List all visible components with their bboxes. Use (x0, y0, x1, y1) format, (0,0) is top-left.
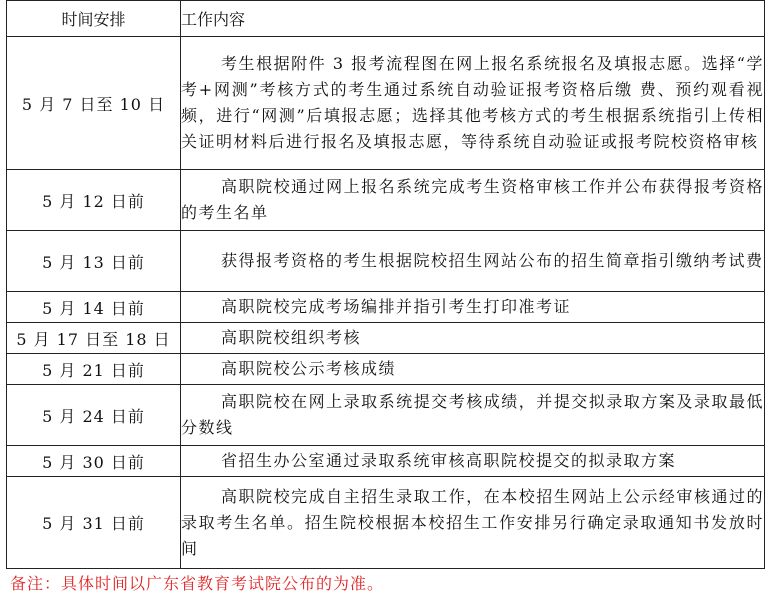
row-work-text: 获得报考资格的考生根据院校招生网站公布的招生简章指引缴纳考试费 (221, 251, 764, 270)
table-row (7, 477, 765, 569)
schedule-table (6, 0, 765, 569)
header-work: 工作内容 (181, 1, 765, 37)
row-work (181, 292, 765, 323)
row-time: 5 月 24 日前 (7, 385, 181, 446)
row-work (181, 446, 765, 477)
row-time: 5 月 12 日前 (7, 170, 181, 231)
table-row (7, 446, 765, 477)
row-work-text: 高职院校通过网上报名系统完成考生资格审核工作并公布获得报考资格的考生名单 (181, 177, 764, 222)
table-row (7, 292, 765, 323)
row-time: 5 月 14 日前 (7, 292, 181, 323)
row-work (181, 323, 765, 354)
row-work (181, 477, 765, 569)
header-time: 时间安排 (7, 1, 181, 37)
table-row (7, 37, 765, 170)
row-work-text: 高职院校完成考场编排并指引考生打印准考证 (221, 297, 572, 316)
table-row (7, 385, 765, 446)
row-time: 5 月 7 日至 10 日 (7, 37, 181, 170)
row-work (181, 231, 765, 292)
row-work-text: 高职院校完成自主招生录取工作，在本校招生网站上公示经审核通过的录取考生名单。招生院校根据本校招生工作安排另行确定录取通知书发放时间 (181, 486, 764, 558)
row-work (181, 354, 765, 385)
row-work-text: 省招生办公室通过录取系统审核高职院校提交的拟录取方案 (221, 451, 677, 470)
table-header-row (7, 1, 765, 37)
row-work (181, 37, 765, 170)
row-work (181, 385, 765, 446)
table-row (7, 323, 765, 354)
row-work-text: 高职院校公示考核成绩 (221, 359, 397, 378)
row-work-text: 高职院校在网上录取系统提交考核成绩，并提交拟录取方案及录取最低分数线 (181, 392, 764, 437)
table-row (7, 231, 765, 292)
row-work-text: 考生根据附件 3 报考流程图在网上报名系统报名及填报志愿。选择“学考+网测”考核方式的考生通过系统自动验证报考资格后缴 费、预约观看视频，进行“网测”后填报志愿；选择其他考核方式的考生根据系统指引上传相关证明材料后进行报名及填报志愿，等待系统自动验证或报考院校资格审核 (181, 54, 764, 151)
table-row (7, 354, 765, 385)
row-time: 5 月 21 日前 (7, 354, 181, 385)
row-time: 5 月 13 日前 (7, 231, 181, 292)
row-work (181, 170, 765, 231)
table-row (7, 170, 765, 231)
row-work-text: 高职院校组织考核 (221, 328, 362, 347)
row-time: 5 月 31 日前 (7, 477, 181, 569)
row-time: 5 月 30 日前 (7, 446, 181, 477)
footnote: 备注：具体时间以广东省教育考试院公布的为准。 (10, 574, 385, 593)
row-time: 5 月 17 日至 18 日 (7, 323, 181, 354)
